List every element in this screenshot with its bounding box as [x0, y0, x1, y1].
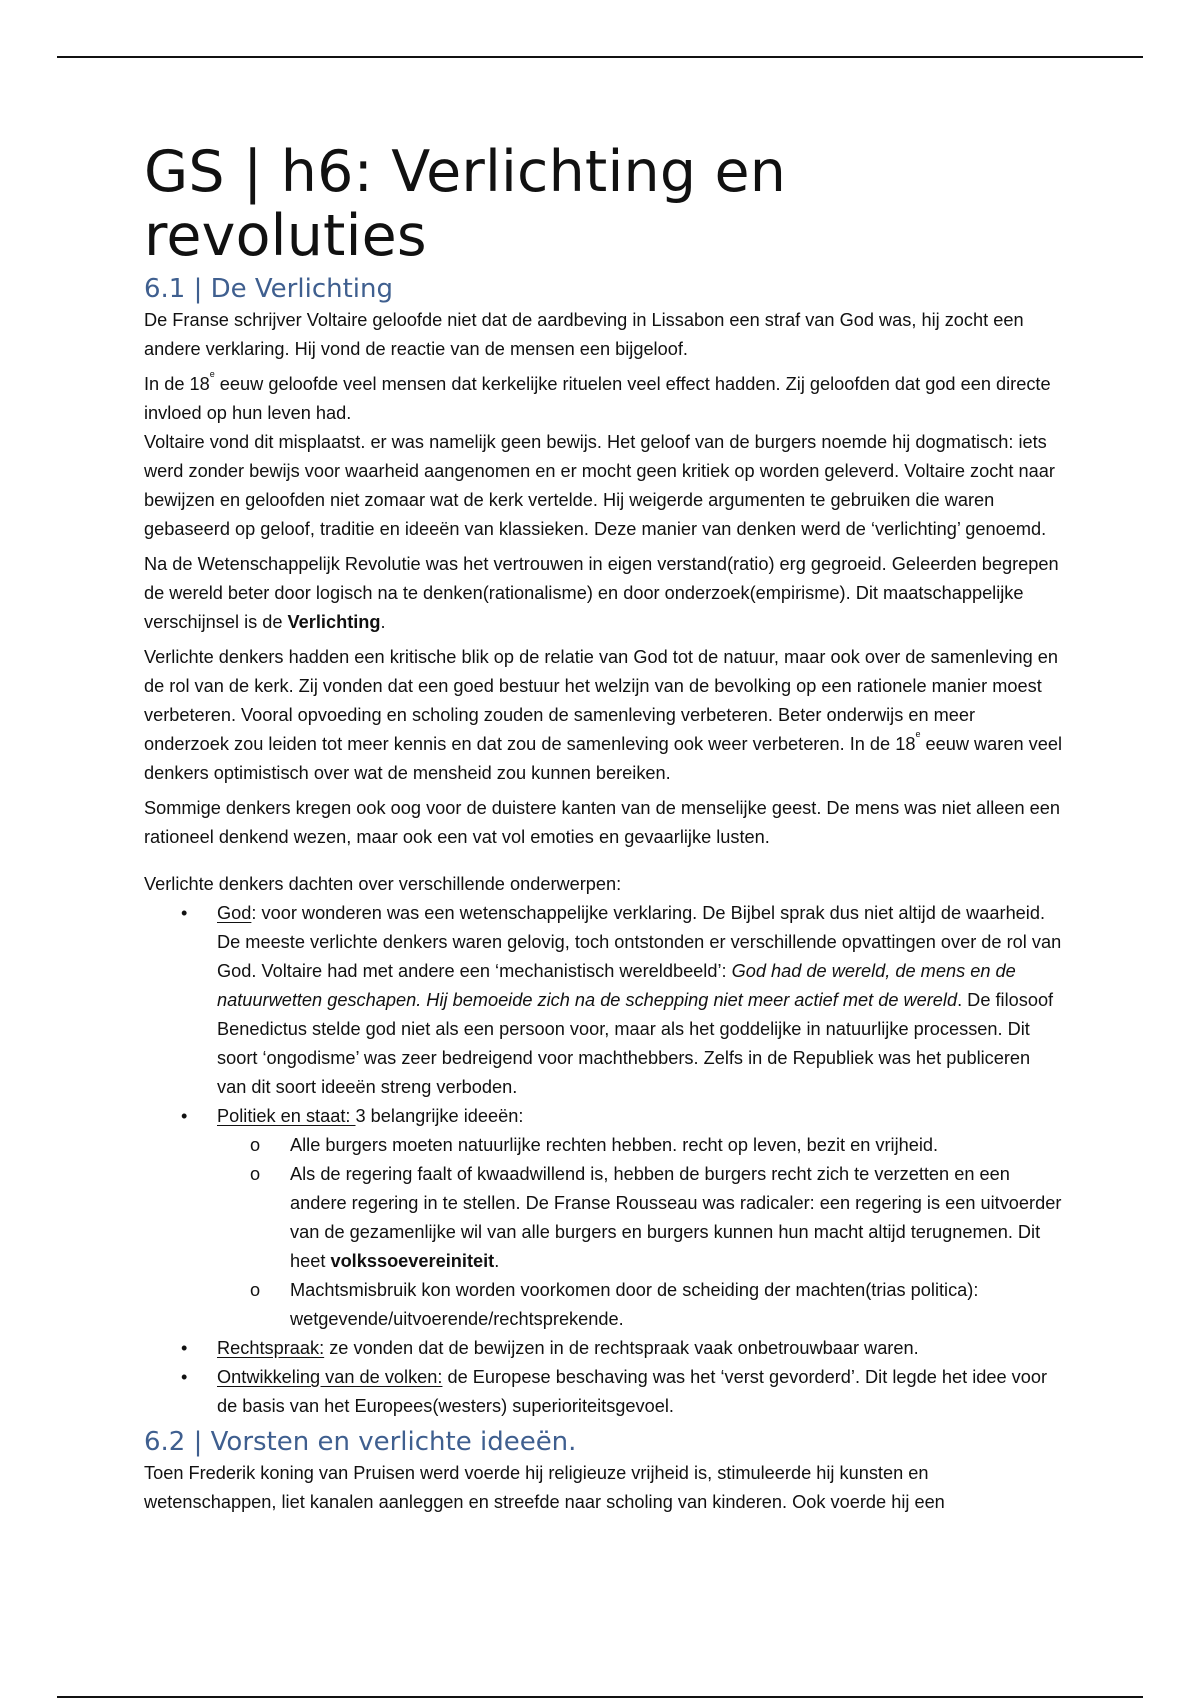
list-text: . De filosoof Benedictus stelde god niet als een persoon voor, maar als het goddelijke in natuurlijke processen. Dit soort ‘ongodisme’ was zeer bedreigend voor machthebbers. Zelfs in de Republiek was het publiceren van dit soort ideeën streng verboden.: [217, 990, 1054, 1097]
italic-text: God had de wereld, de mens en de natuurwetten geschapen. Hij bemoeide zich na de schepping niet meer actief met de wereld: [217, 961, 1016, 1010]
bold-term: Verlichting: [287, 612, 381, 632]
sub-list-item: [144, 1276, 1064, 1334]
list-item: [144, 1363, 1064, 1421]
sub-list-item: [144, 1160, 1064, 1276]
paragraph: [144, 550, 1064, 637]
list-text: de Europese beschaving was het ‘verst gevorderd’. Dit legde het idee voor de basis van het Europees(westers) superioriteitsgevoel.: [217, 1367, 1048, 1416]
document-page: [144, 140, 1064, 1523]
paragraph: Sommige denkers kregen ook oog voor de duistere kanten van de menselijke geest. De mens was niet alleen een rationeel denkend wezen, maar ook een vat vol emoties en gevaarlijke lusten.: [144, 798, 1060, 847]
paragraph: Voltaire vond dit misplaatst. er was namelijk geen bewijs. Het geloof van de burgers noemde hij dogmatisch: iets werd zonder bewijs voor waarheid aangenomen en er mocht geen kritiek op worden geleverd. Voltaire zocht naar bewijzen en geloofden niet zomaar wat de kerk vertelde. Hij weigerde argumenten te gebruiken die waren gebaseerd op geloof, traditie en ideeën van klassieken. Deze manier van denken werd de ‘verlichting’ genoemd.: [144, 432, 1055, 539]
list-item: [144, 1334, 1064, 1363]
paragraph-text: eeuw geloofde veel mensen dat kerkelijke rituelen veel effect hadden. Zij geloofden dat god een directe invloed op hun leven had.: [144, 374, 1051, 423]
underlined-term: Politiek en staat:: [217, 1106, 356, 1126]
underlined-term: Rechtspraak:: [217, 1338, 325, 1358]
sub-list: [144, 1131, 1064, 1334]
circle-bullet-icon: o: [250, 1280, 261, 1300]
footer-rule: [57, 1696, 1143, 1698]
paragraph: Toen Frederik koning van Pruisen werd voerde hij religieuze vrijheid is, stimuleerde hij kunsten en wetenschappen, liet kanalen aanleggen en streefde naar scholing van kinderen. Ook voerde hij een: [144, 1463, 945, 1512]
bold-term: volkssoevereiniteit: [330, 1251, 495, 1271]
underlined-term: God: [217, 903, 252, 923]
paragraph-text: In de 18: [144, 374, 210, 394]
underlined-term: Ontwikkeling van de volken:: [217, 1367, 443, 1387]
list-text: Alle burgers moeten natuurlijke rechten hebben. recht op leven, bezit en vrijheid.: [290, 1135, 939, 1155]
section-heading-6-2: 6.2 | Vorsten en verlichte ideeën.: [144, 1427, 577, 1457]
document-title: GS | h6: Verlichting en revoluties: [144, 139, 787, 269]
bullet-icon: •: [181, 1338, 188, 1358]
paragraph-text: .: [380, 612, 386, 632]
bullet-icon: •: [181, 1367, 188, 1387]
topic-list: [144, 899, 1064, 1421]
paragraph: [144, 643, 1064, 788]
list-text: : voor wonderen was een wetenschappelijke verklaring. De Bijbel sprak dus niet altijd de waarheid. De meeste verlichte denkers waren gelovig, toch ontstonden er verschillende opvattingen over de rol van God. Voltaire had met andere een ‘mechanistisch wereldbeeld’:: [217, 903, 1062, 981]
paragraph-text: Verlichte denkers hadden een kritische blik op de relatie van God tot de natuur, maar ook over de samenleving en de rol van de kerk. Zij vonden dat een goed bestuur het welzijn van de bevolking op een rationele manier moest verbeteren. Vooral opvoeding en scholing zouden de samenleving verbeteren. Beter onderwijs en meer onderzoek zou leiden tot meer kennis en dat zou de samenleving ook weer verbeteren. In de 18: [144, 647, 1058, 754]
list-text: Machtsmisbruik kon worden voorkomen door de scheiding der machten(trias politica): wetgevende/uitvoerende/rechtsprekende.: [290, 1280, 979, 1329]
list-intro: Verlichte denkers dachten over verschillende onderwerpen:: [144, 874, 622, 894]
bullet-icon: •: [181, 903, 188, 923]
list-text: .: [494, 1251, 500, 1271]
paragraph: De Franse schrijver Voltaire geloofde niet dat de aardbeving in Lissabon een straf van God was, hij zocht een andere verklaring. Hij vond de reactie van de mensen een bijgeloof.: [144, 310, 1024, 359]
circle-bullet-icon: o: [250, 1135, 261, 1155]
header-rule: [57, 56, 1143, 58]
bullet-icon: •: [181, 1106, 188, 1126]
list-text: Als de regering faalt of kwaadwillend is, hebben de burgers recht zich te verzetten en een andere regering in te stellen. De Franse Rousseau was radicaler: een regering is een uitvoerder van de gezamenlijke wil van alle burgers en burgers kunnen hun macht altijd terugnemen. Dit heet: [290, 1164, 1062, 1271]
list-text: ze vonden dat de bewijzen in de rechtspraak vaak onbetrouwbaar waren.: [324, 1338, 919, 1358]
paragraph: [144, 370, 1064, 428]
list-text: 3 belangrijke ideeën:: [355, 1106, 524, 1126]
circle-bullet-icon: o: [250, 1164, 261, 1184]
list-item: [144, 899, 1064, 1102]
sub-list-item: [144, 1131, 1064, 1160]
list-item: [144, 1102, 1064, 1334]
section-heading-6-1: 6.1 | De Verlichting: [144, 274, 393, 304]
superscript: e: [209, 369, 215, 379]
paragraph-text: Na de Wetenschappelijk Revolutie was het vertrouwen in eigen verstand(ratio) erg gegroeid. Geleerden begrepen de wereld beter door logisch na te denken(rationalisme) en door onderzoek(empirisme). Dit maatschappelijke verschijnsel is de: [144, 554, 1059, 632]
superscript: e: [915, 729, 921, 739]
paragraph-text: eeuw waren veel denkers optimistisch over wat de mensheid zou kunnen bereiken.: [144, 734, 1062, 783]
